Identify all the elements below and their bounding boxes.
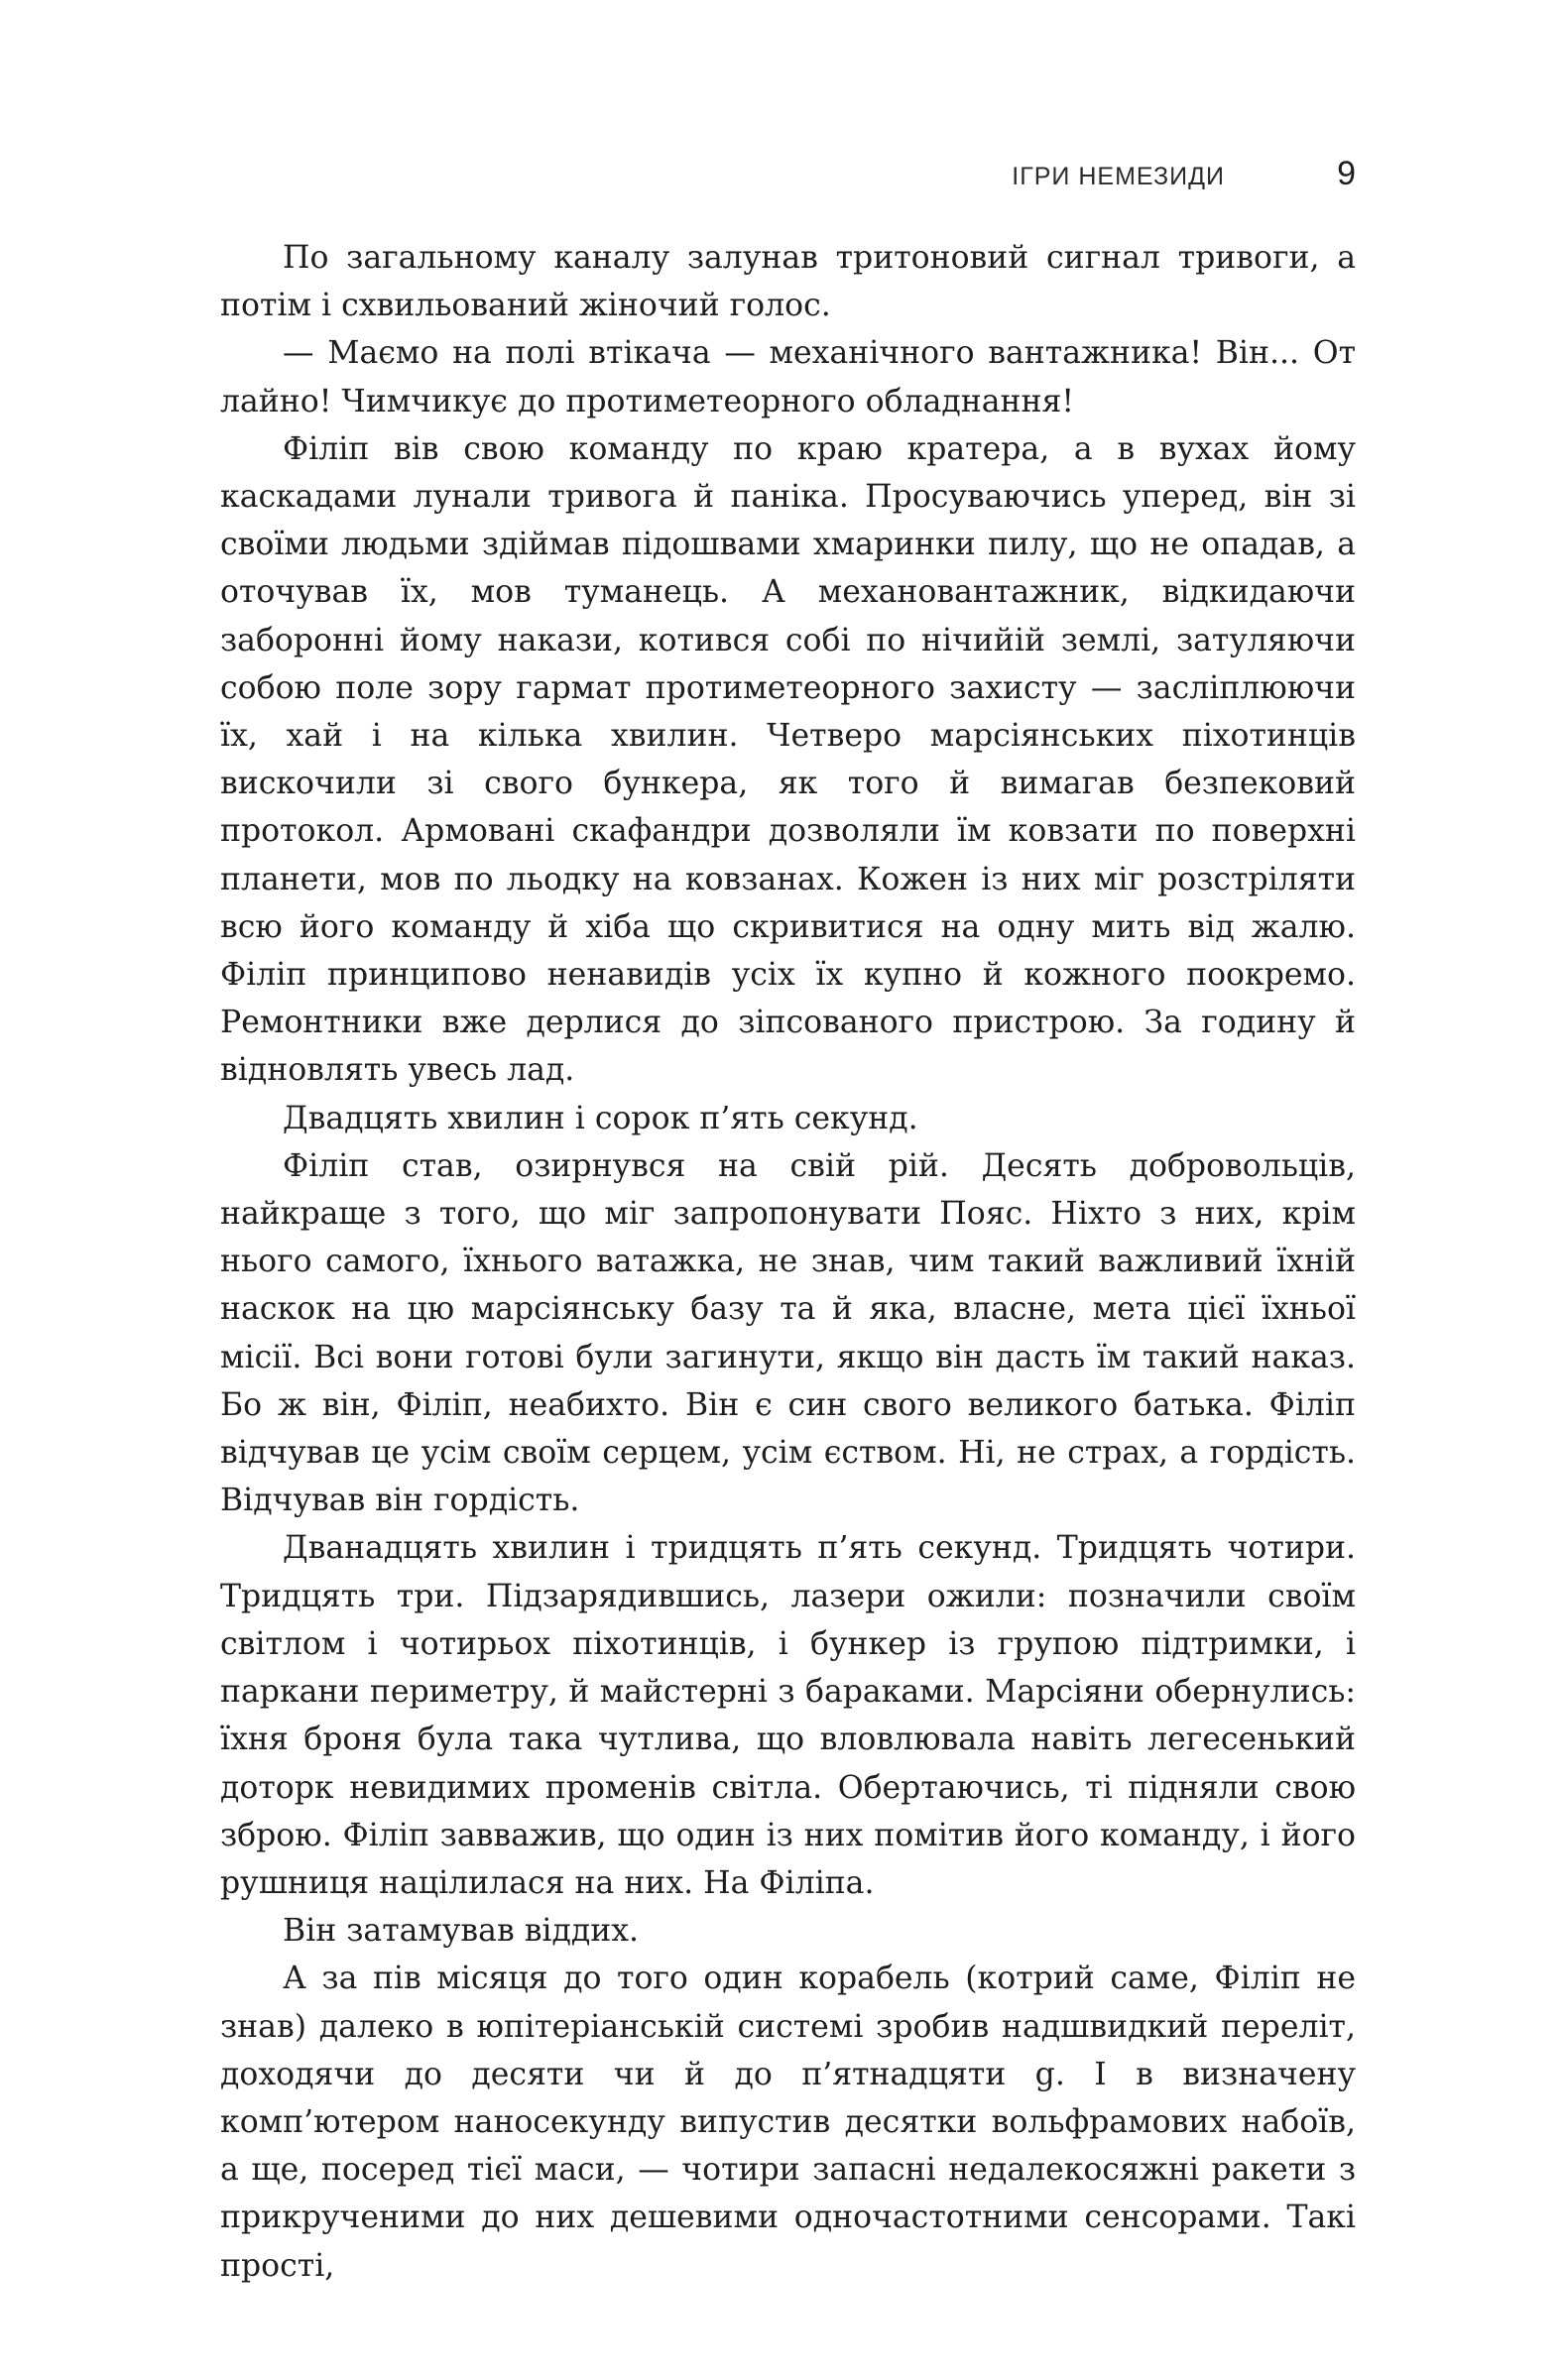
running-title: ІГРИ НЕМЕЗИДИ <box>1012 163 1225 190</box>
paragraph: — Маємо на полі втікача — механічного вантажника! Він... От лайно! Чимчикує до протиметеорного обладнання! <box>220 335 1356 419</box>
paragraph: А за пів місяця до того один корабель (котрий саме, Філіп не знав) далеко в юпітеріанській системі зробив надшвидкий переліт, доходячи до десяти чи й до п’ятнадцяти g. І в визначену комп’ютером наносекунду випустив десятки вольфрамових набоїв, а ще, посеред тієї маси, — чотири запасні недалекосяжні ракети з прикрученими до них дешевими одночастотними сенсорами. Такі прості, <box>220 1961 1356 2284</box>
paragraph: Філіп став, озирнувся на свій рій. Десять добровольців, найкраще з того, що міг запропонувати Пояс. Ніхто з них, крім нього самого, їхнього ватажка, не знав, чим такий важливий їхній наскок на цю марсіянську базу та й яка, власне, мета цієї їхньої місії. Всі вони готові були загинути, якщо він дасть їм такий наказ. Бо ж він, Філіп, неабихто. Він є син свого великого батька. Філіп відчував це усім своїм серцем, усім єством. Ні, не страх, а гордість. Відчував він гордість. <box>220 1147 1356 1519</box>
paragraph: Він затамував віддих. <box>283 1913 640 1950</box>
running-header <box>220 155 1356 198</box>
body-text <box>220 234 1356 2290</box>
paragraph: Дванадцять хвилин і тридцять п’ять секунд. Тридцять чотири. Тридцять три. Підзарядившись, лазери ожили: позначили своїм світлом і чотирьох піхотинців, і бункер із групою підтримки, і паркани периметру, й майстерні з бараками. Марсіяни обернулись: їхня броня була така чутлива, що вловлювала навіть легесенький доторк невидимих променів світла. Обертаючись, ті підняли свою зброю. Філіп завважив, що один із них помітив його команду, і його рушниця націлилася на них. На Філіпа. <box>220 1530 1356 1901</box>
paragraph: Двадцять хвилин і сорок п’ять секунд. <box>283 1100 918 1136</box>
page-number: 9 <box>1337 155 1356 192</box>
paragraph: По загальному каналу залунав тритоновий сигнал тривоги, а потім і схвильований жіночий голос. <box>220 240 1356 324</box>
paragraph: Філіп вів свою команду по краю кратера, а в вухах йому каскадами лунали тривога й паніка. Просуваючись уперед, він зі своїми людьми здіймав підошвами хмаринки пилу, що не опадав, а оточував їх, мов туманець. А механовантажник, відкидаючи заборонні йому накази, котився собі по нічийій землі, затуляючи собою поле зору гармат протиметеорного захисту — засліплюючи їх, хай і на кілька хвилин. Четверо марсіянських піхотинців вискочили зі свого бункера, як того й вимагав безпековий протокол. Армовані скафандри дозволяли їм ковзати по поверхні планети, мов по льодку на ковзанах. Кожен із них міг розстріляти всю його команду й хіба що скривитися на одну мить від жалю. Філіп принципово ненавидів усіх їх купно й кожного поокремо. Ремонтники вже дерлися до зіпсованого пристрою. За годину й відновлять увесь лад. <box>220 430 1356 1089</box>
